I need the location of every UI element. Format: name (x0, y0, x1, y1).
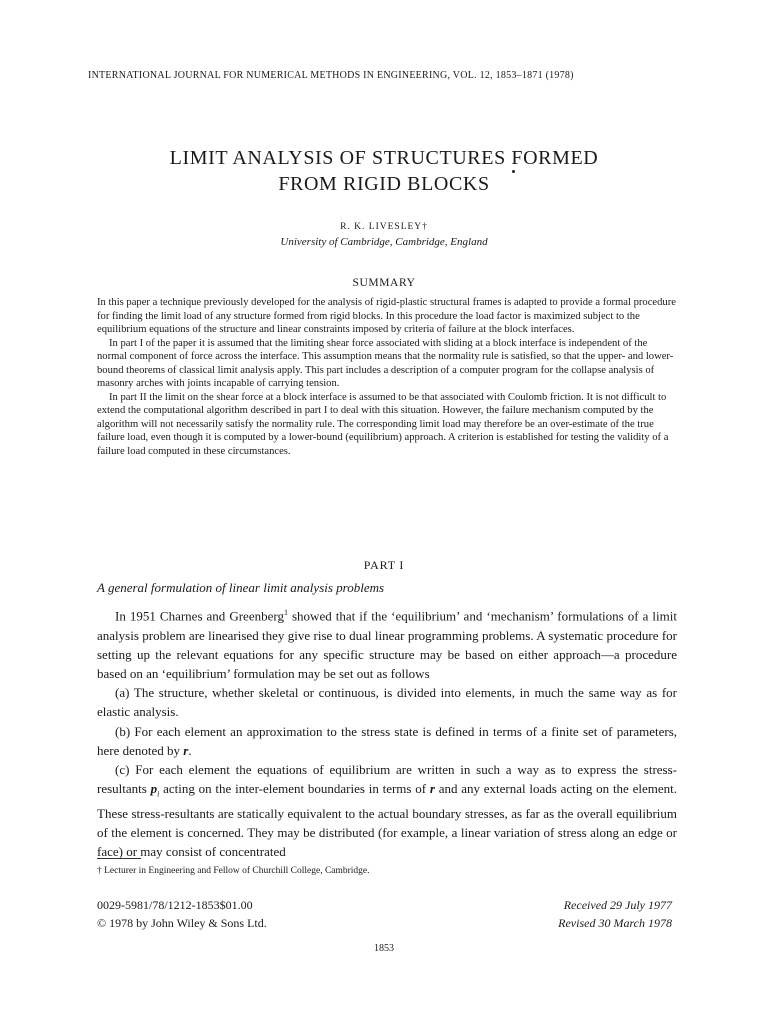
affiliation: University of Cambridge, Cambridge, England (280, 236, 488, 248)
text-run: and any external loads acting on the element. These stress-resultants are statically equivalent to the actual boundary stresses, as far as the overall equilibrium of the element is concerned. They may be distributed (for example, a linear variation of stress along an edge or face) or may consist of concentrated (97, 781, 678, 860)
summary-paragraph: In part II the limit on the shear force at a block interface is assumed to be that associated with Coulomb friction. It is not difficult to extend the computational algorithm described in part I to deal with this situation. However, the failure mechanism computed by the algorithm will not necessarily satisfy the normality rule. The corresponding limit load may therefore be an over-estimate of the true failure load, even though it is computed by a lower-bound (equilibrium) approach. A criterion is established for testing the validity of a failure load computed in these circumstances. (97, 391, 669, 457)
footnote: † Lecturer in Engineering and Fellow of Churchill College, Cambridge. (97, 866, 370, 876)
copyright: © 1978 by John Wiley & Sons Ltd. (97, 916, 267, 930)
journal-header: INTERNATIONAL JOURNAL FOR NUMERICAL METHODS IN ENGINEERING, VOL. 12, 1853–1871 (1978) (88, 70, 574, 81)
text-run: . (188, 742, 192, 758)
body-paragraph (97, 760, 677, 862)
body-text (97, 603, 677, 862)
summary-paragraph: In this paper a technique previously developed for the analysis of rigid-plastic structural frames is adapted to provide a formal procedure for finding the limit load of any structure formed from rigid blocks. In this procedure the load factor is maximized subject to the equilibrium equations of the structure and linear constraints imposed by criteria of failure at the block interfaces. (97, 297, 676, 335)
symbol-subscript: i (157, 789, 160, 799)
received-dates (372, 896, 672, 932)
page-number: 1853 (374, 943, 394, 954)
body-paragraph: (a) The structure, whether skeletal or continuous, is divided into elements, in much the same way as for elastic analysis. (97, 685, 677, 720)
received-date: Received 29 July 1977 (563, 898, 672, 912)
title-line-2: FROM RIGID BLOCKS (278, 173, 490, 195)
part-heading: PART I (363, 558, 405, 572)
paper-title (0, 145, 768, 197)
imprint-code: 0029-5981/78/1212-1853$01.00 (97, 898, 253, 912)
body-paragraph (97, 722, 677, 760)
revised-date: Revised 30 March 1978 (558, 916, 672, 930)
text-run: acting on the inter-element boundaries in terms of (159, 781, 430, 797)
section-heading: A general formulation of linear limit analysis problems (97, 580, 385, 595)
body-paragraph (97, 603, 677, 683)
print-speck (512, 170, 515, 173)
text-run: In 1951 Charnes and Greenberg (115, 608, 284, 624)
text-run: showed that if the ‘equilibrium’ and ‘mechanism’ formulations of a limit analysis problem are linearised they give rise to dual linear programming problems. A systematic procedure for setting up the relevant equations for any specific structure may be based on either approach—a procedure based on an ‘equilibrium’ formulation may be set out as follows (97, 608, 677, 681)
author: R. K. LIVESLEY† (340, 222, 428, 232)
summary-heading: SUMMARY (352, 277, 416, 289)
text-run: (c) For each element the equations of equilibrium are written in such a way as to express the stress-resultants (97, 761, 677, 797)
footnote-rule (97, 858, 141, 859)
summary (97, 296, 677, 458)
symbol-r: r (429, 781, 435, 797)
summary-paragraph: In part I of the paper it is assumed that the limiting shear force associated with sliding at a block interface is independent of the normal component of force across the interface. This assumption means that the normality rule is satisfied, so that the upper- and lower-bound theorems of classical limit analysis apply. This part includes a description of a computer program for the collapse analysis of masonry arches with joints incapable of carrying tension. (97, 337, 674, 389)
title-line-1: LIMIT ANALYSIS OF STRUCTURES FORMED (169, 147, 599, 169)
symbol-r: r (183, 742, 189, 758)
symbol-p: p (150, 781, 158, 797)
text-run: (b) For each element an approximation to the stress state is defined in terms of a finite set of parameters, here denoted by (97, 723, 677, 758)
reference-superscript: 1 (283, 608, 288, 617)
imprint (97, 896, 397, 932)
